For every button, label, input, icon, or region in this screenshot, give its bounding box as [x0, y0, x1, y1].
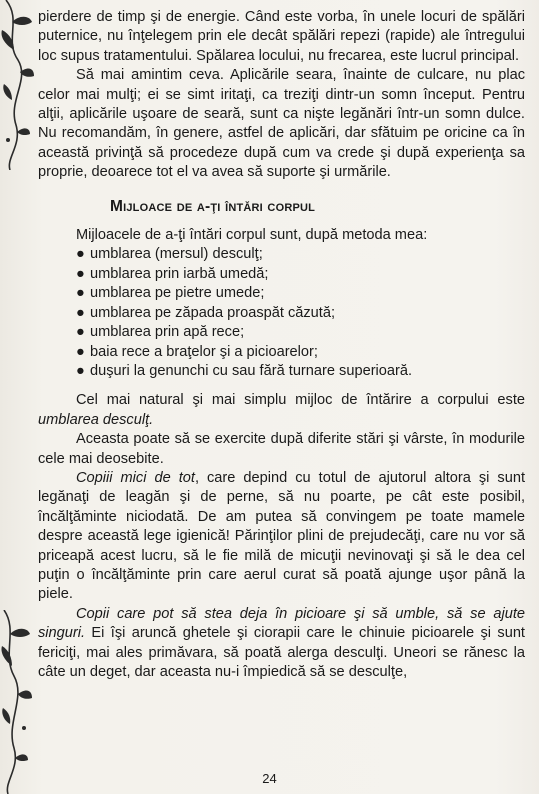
- paragraph-evening-applications: Să mai amintim ceva. Aplicările seara, înainte de culcare, nu plac celor mai mulţi; ei se simt iritaţi, ca treziţi dintr-un somn început. Pentru alţii, aplicările uşoare de seară, sunt ca nişte legănări într-un somn dulce. Nu recomandăm, în genere, astfel de aplicări, dar sfătuim pe oricine ca în această privinţă să procedeze după cum va crede şi după experienţa sa proprie, deoarece tot el va avea să suporte şi urmările.: [38, 67, 525, 181]
- bullet-icon: ●: [76, 285, 85, 302]
- list-item: ● duşuri la genunchi cu sau fără turnare superioară.: [76, 362, 525, 381]
- list-item: ● baia rece a braţelor şi a picioarelor;: [76, 343, 525, 362]
- list-intro: Mijloacele de a-ţi întări corpul sunt, după metoda mea:: [76, 227, 428, 244]
- methods-list: [38, 245, 525, 381]
- page-number: 24: [262, 771, 277, 786]
- bullet-icon: ●: [76, 324, 85, 341]
- paragraph-exercise: Aceasta poate să se exercite după diferite stări şi vârste, în modurile cele mai deosebite.: [38, 431, 525, 467]
- list-item: ● umblarea (mersul) desculţ;: [76, 245, 525, 264]
- list-item: ● umblarea pe pietre umede;: [76, 284, 525, 303]
- bullet-icon: ●: [76, 343, 85, 360]
- list-item: ● umblarea prin iarbă umedă;: [76, 265, 525, 284]
- bullet-icon: ●: [76, 246, 85, 263]
- page-body: [38, 8, 525, 682]
- paragraph-natural-method: Cel mai natural şi mai simplu mijloc de întărire a corpului este umblarea desculţ.: [38, 392, 525, 428]
- paragraph-small-children: Copiii mici de tot, care depind cu totul de ajutorul altora şi sunt legănaţi de leagăn şi de perne, să nu poarte, pe cât este posibil, încălţăminte niciodată. De am putea să convingem pe toate mamele despre această lege igienică! Părinţilor plini de prejudecăţi, care nu vor să priceapă acest lucru, să le fie milă de micuţii nevinovaţi şi să le dea cel puţin o încălţăminte prin care aerul curat să poată ajunge uşor până la piele.: [38, 469, 526, 603]
- vine-ornament-top: [0, 0, 36, 170]
- list-item: ● umblarea pe zăpada proaspăt căzută;: [76, 304, 525, 323]
- bullet-icon: ●: [76, 362, 85, 379]
- vine-ornament-bottom: [0, 610, 36, 794]
- bullet-icon: ●: [76, 304, 85, 321]
- section-heading: Mijloace de a-ţi întări corpul: [110, 197, 316, 215]
- paragraph-continuation: pierdere de timp şi de energie. Când este vorba, în unele locuri de spălări puternice, nu înţelegem prin ele decât spălări repezi (rapide) ale întregului loc supus tratamentului. Spălarea locului, nu frecarea, este lucrul principal.: [38, 9, 525, 64]
- list-item: ● umblarea prin apă rece;: [76, 323, 525, 342]
- bullet-icon: ●: [76, 265, 85, 282]
- paragraph-walking-children: Copii care pot să stea deja în picioare şi să umble, să se ajute singuri. Ei îşi aruncă ghetele şi ciorapii care le chinuie picioarele şi sunt fericiţi, mai ales primăvara, să poată alerga desculţi. Uneori se rănesc la câte un deget, dar aceasta nu-i împiedică să se desculţe,: [38, 605, 525, 680]
